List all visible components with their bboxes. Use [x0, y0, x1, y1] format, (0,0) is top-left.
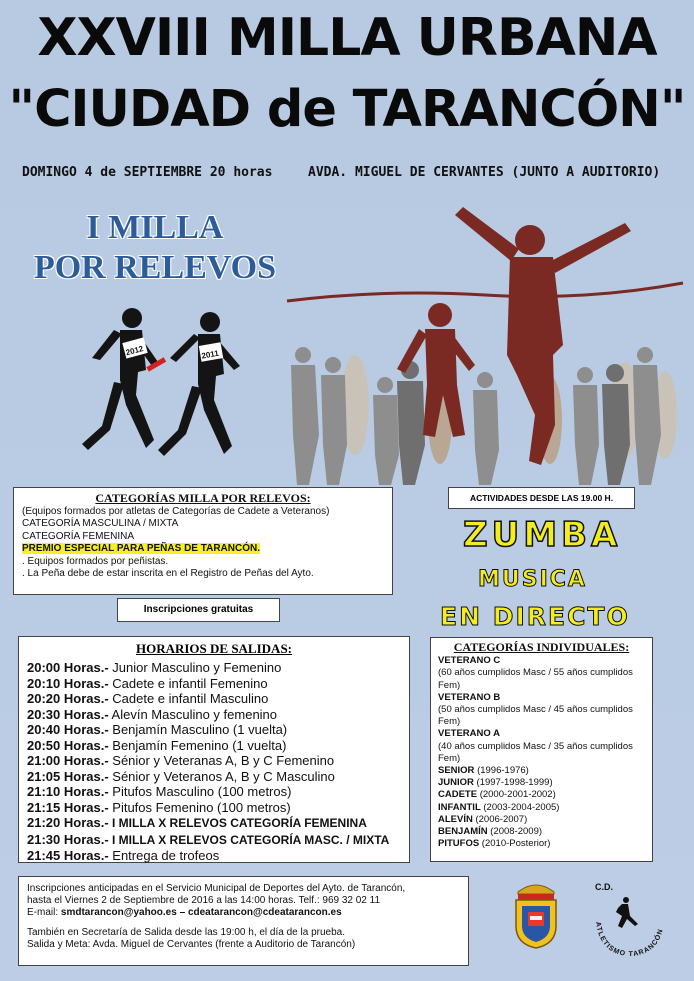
schedule-row — [27, 676, 401, 692]
schedule-time: 21:00 Horas.- — [27, 753, 109, 768]
schedule-event: Benjamín Femenino (1 vuelta) — [108, 737, 287, 753]
relay-note: . Equipos formados por peñistas. — [22, 555, 169, 567]
event-place: AVDA. MIGUEL DE CERVANTES (JUNTO A AUDITORIO) — [308, 165, 661, 180]
relay-title — [20, 208, 290, 288]
free-signup-badge: Inscripciones gratuitas — [117, 598, 280, 622]
veteran-c-label: VETERANO C — [438, 655, 501, 667]
schedule-event: Pitufos Femenino (100 metros) — [108, 799, 291, 815]
schedule-event: Sénior y Veteranos A, B y C Masculino — [108, 768, 335, 784]
schedule-row — [27, 800, 401, 816]
zumba-text: ZUMBA — [463, 515, 622, 555]
activities-label: ACTIVIDADES DESDE LAS 19.00 H. — [448, 487, 635, 509]
signup-info-line: Salida y Meta: Avda. Miguel de Cervantes (frente a Auditorio de Tarancón) — [27, 939, 356, 950]
relay-categories-box — [13, 487, 393, 595]
bib-2: 2011 — [200, 348, 220, 361]
schedule-event: Benjamín Masculino (1 vuelta) — [108, 722, 288, 737]
relay-note: . La Peña debe de estar inscrita en el Registro de Peñas del Ayto. — [22, 568, 314, 579]
relay-title-line-2: POR RELEVOS — [33, 249, 277, 286]
club-logo-icon — [588, 894, 668, 964]
signup-info-box — [18, 876, 469, 966]
schedule-event: Sénior y Veteranas A, B y C Femenino — [108, 753, 335, 768]
town-coat-of-arms-icon — [510, 880, 562, 950]
schedule-row — [27, 722, 401, 738]
relay-categories-title: CATEGORÍAS MILLA POR RELEVOS: — [95, 491, 311, 505]
schedule-event: I MILLA X RELEVOS CATEGORÍA FEMENINA — [108, 816, 367, 830]
veteran-b-desc: (50 años cumplidos Masc / 45 años cumplidos Fem) — [438, 704, 633, 728]
category-row: JUNIOR (1997-1998-1999) — [438, 777, 553, 789]
category-row: CADETE (2000-2001-2002) — [438, 789, 556, 801]
schedule-time: 21:20 Horas.- — [27, 815, 109, 830]
email-line: E-mail: smdtarancon@yahoo.es – cdeatarancon@cdeatarancon.es — [27, 907, 342, 918]
schedule-row — [27, 753, 401, 769]
category-row: PITUFOS (2010-Posterior) — [438, 838, 551, 850]
event-date: DOMINGO 4 de SEPTIEMBRE 20 horas — [22, 165, 273, 180]
musica-text: MUSICA — [478, 567, 587, 592]
schedule-event: Alevín Masculino y femenino — [108, 706, 278, 722]
signup-info-line: hasta el Viernes 2 de Septiembre de 2016 a las 14:00 horas. Telf.: 969 32 02 11 — [27, 895, 381, 906]
email-link-1[interactable]: smdtarancon@yahoo.es — [60, 907, 177, 918]
schedule-time: 21:30 Horas.- — [27, 831, 109, 847]
schedule-box — [18, 636, 410, 863]
schedule-time: 21:15 Horas.- — [27, 799, 109, 815]
individual-categories-title: CATEGORÍAS INDIVIDUALES: — [453, 640, 630, 654]
title-line-2: "CIUDAD de TARANCÓN" — [8, 80, 686, 139]
schedule-time: 20:40 Horas.- — [27, 722, 109, 737]
schedule-row — [27, 660, 401, 676]
en-directo-text: EN DIRECTO — [440, 602, 630, 631]
individual-categories-box — [430, 637, 653, 862]
schedule-time: 20:50 Horas.- — [27, 737, 109, 753]
title-line-1: XXVIII MILLA URBANA — [37, 8, 657, 68]
schedule-time: 21:10 Horas.- — [27, 784, 109, 799]
relay-categories-line: CATEGORÍA FEMENINA — [22, 530, 135, 542]
category-row: INFANTIL (2003-2004-2005) — [438, 801, 560, 813]
schedule-row — [27, 738, 401, 754]
schedule-time: 20:00 Horas.- — [27, 660, 109, 675]
schedule-event: I MILLA X RELEVOS CATEGORÍA MASC. / MIXTA — [108, 832, 390, 847]
veteran-c-desc: (60 años cumplidos Masc / 55 años cumplidos Fem) — [438, 667, 633, 691]
veteran-a-desc: (40 años cumplidos Masc / 35 años cumplidos Fem) — [438, 740, 633, 764]
signup-info-line: Inscripciones anticipadas en el Servicio Municipal de Deportes del Ayto. de Tarancón, — [27, 883, 406, 894]
relay-categories-line: CATEGORÍA MASCULINA / MIXTA — [22, 518, 179, 529]
club-name: ATLETISMO TARANCÓN — [593, 921, 665, 959]
schedule-event: Entrega de trofeos — [108, 848, 220, 863]
schedule-time: 20:30 Horas.- — [27, 706, 109, 722]
relay-runners-illustration — [80, 300, 250, 480]
schedule-event: Cadete e infantil Femenino — [108, 675, 268, 691]
schedule-time: 20:10 Horas.- — [27, 675, 109, 691]
schedule-row — [27, 691, 401, 707]
special-prize-highlight: PREMIO ESPECIAL PARA PEÑAS DE TARANCÓN. — [22, 543, 260, 554]
schedule-row — [27, 815, 401, 832]
schedule-row — [27, 769, 401, 785]
signup-info-line: También en Secretaría de Salida desde las 19:00 h, el día de la prueba. — [27, 927, 345, 938]
schedule-time: 21:05 Horas.- — [27, 768, 109, 784]
bib-1: 2012 — [124, 344, 145, 358]
veteran-b-label: VETERANO B — [438, 691, 501, 703]
schedule-time: 20:20 Horas.- — [27, 691, 109, 706]
veteran-a-label: VETERANO A — [438, 728, 500, 740]
schedule-title: HORARIOS DE SALIDAS: — [135, 641, 293, 656]
relay-title-line-1: I MILLA — [86, 209, 224, 246]
schedule-time: 21:45 Horas.- — [27, 848, 109, 863]
runners-crowd-illustration — [285, 205, 685, 485]
email-link-2[interactable]: cdeatarancon@cdeatarancon.es — [187, 907, 342, 918]
schedule-row — [27, 832, 401, 849]
category-row: SENIOR (1996-1976) — [438, 765, 529, 777]
category-row: ALEVÍN (2006-2007) — [438, 813, 528, 825]
schedule-row — [27, 784, 401, 800]
schedule-row — [27, 848, 401, 864]
club-cd-label: C.D. — [595, 882, 613, 892]
relay-categories-line: (Equipos formados por atletas de Categorías de Cadete a Veteranos) — [22, 505, 330, 517]
schedule-row — [27, 707, 401, 723]
svg-text:ATLETISMO TARANCÓN — [594, 921, 665, 958]
category-row: BENJAMÍN (2008-2009) — [438, 826, 543, 838]
schedule-event: Cadete e infantil Masculino — [108, 691, 269, 706]
schedule-event: Pitufos Masculino (100 metros) — [108, 784, 292, 799]
schedule-event: Junior Masculino y Femenino — [108, 660, 282, 675]
